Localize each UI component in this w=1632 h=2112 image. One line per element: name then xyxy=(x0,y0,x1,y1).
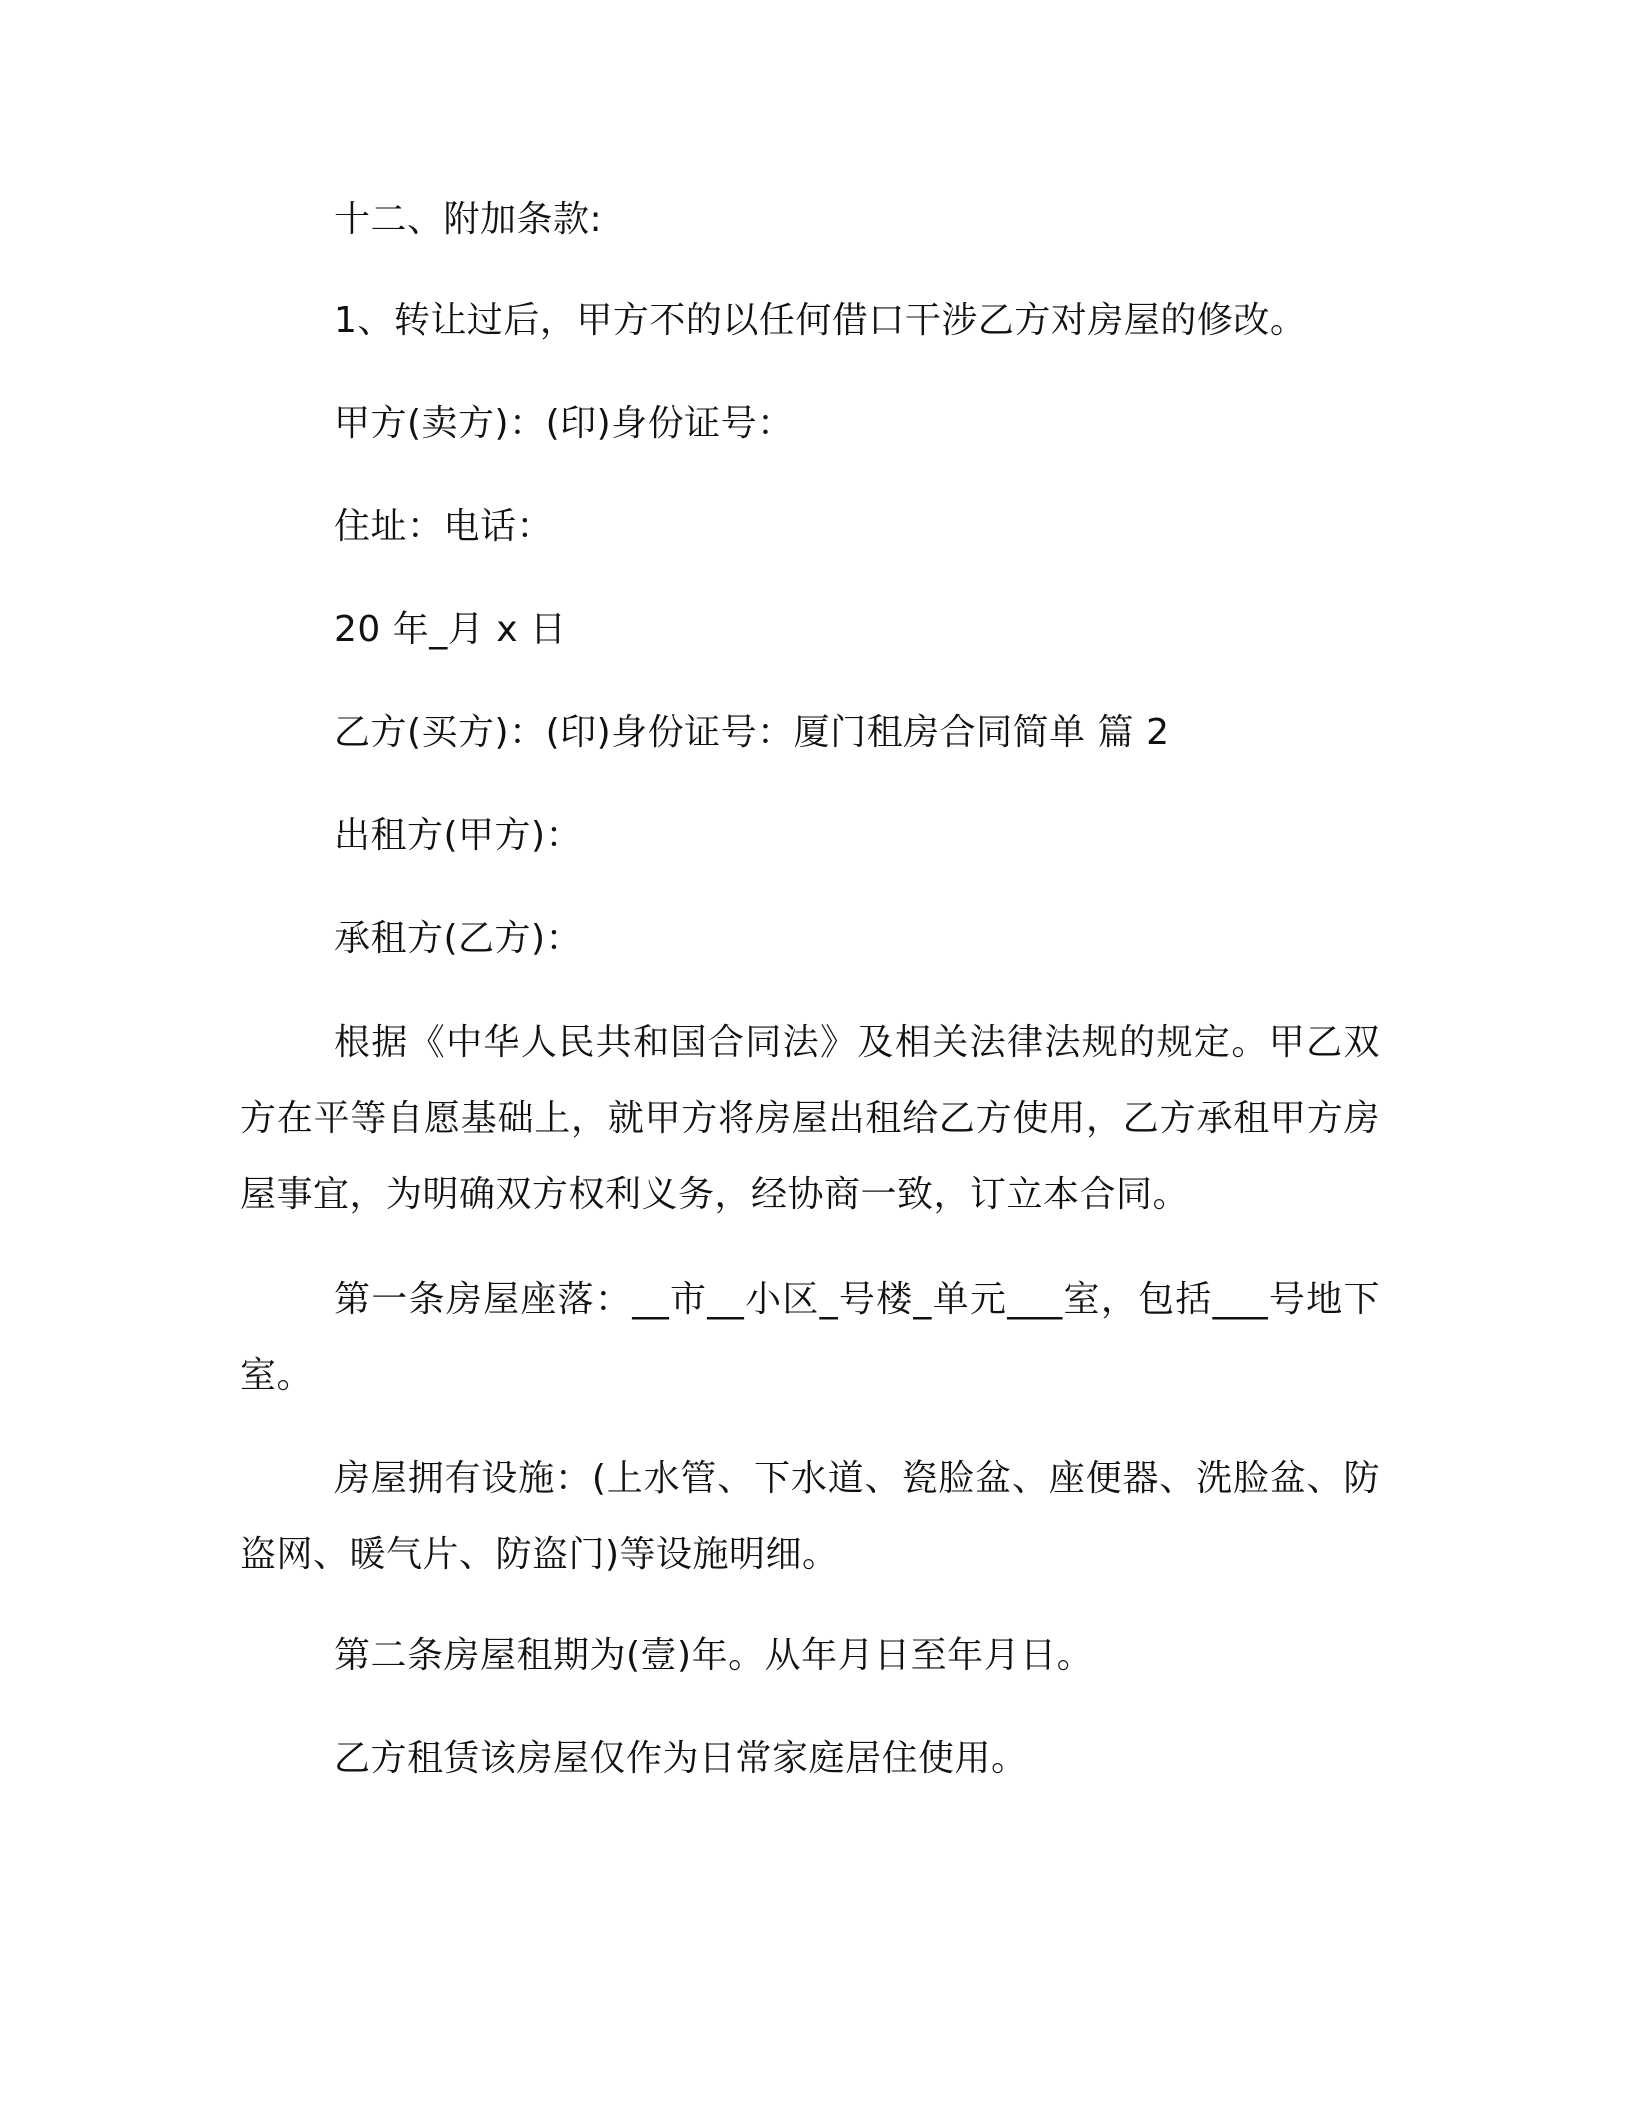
address-phone: 住址：电话： xyxy=(334,506,554,547)
residential-use: 乙方租赁该房屋仅作为日常家庭居住使用。 xyxy=(334,1738,1028,1779)
article-1-location: 第一条房屋座落：__市__小区_号楼_单元___室，包括___号地下室。 xyxy=(240,1279,1380,1396)
house-facilities: 房屋拥有设施：(上水管、下水道、瓷脸盆、座便器、洗脸盆、防盗网、暖气片、防盗门)等设施明细。 xyxy=(240,1458,1380,1575)
party-b-buyer-id: 乙方(买方)：(印)身份证号：厦门租房合同简单 篇 2 xyxy=(334,712,1170,753)
heading-additional-terms: 十二、附加条款: xyxy=(334,199,603,240)
lessor-party-a: 出租方(甲方)： xyxy=(334,815,583,856)
lessee-party-b: 承租方(乙方)： xyxy=(334,918,583,959)
party-a-seller-id: 甲方(卖方)：(印)身份证号： xyxy=(334,403,794,444)
article-2-lease-term: 第二条房屋租期为(壹)年。从年月日至年月日。 xyxy=(334,1635,1094,1676)
clause-1-transfer: 1、转让过后，甲方不的以任何借口干涉乙方对房屋的修改。 xyxy=(334,300,1307,341)
date-line: 20 年_月 x 日 xyxy=(334,609,567,650)
contract-preamble: 根据《中华人民共和国合同法》及相关法律法规的规定。甲乙双方在平等自愿基础上，就甲方将房屋出租给乙方使用，乙方承租甲方房屋事宜，为明确双方权利义务，经协商一致，订立本合同。 xyxy=(240,1022,1380,1215)
